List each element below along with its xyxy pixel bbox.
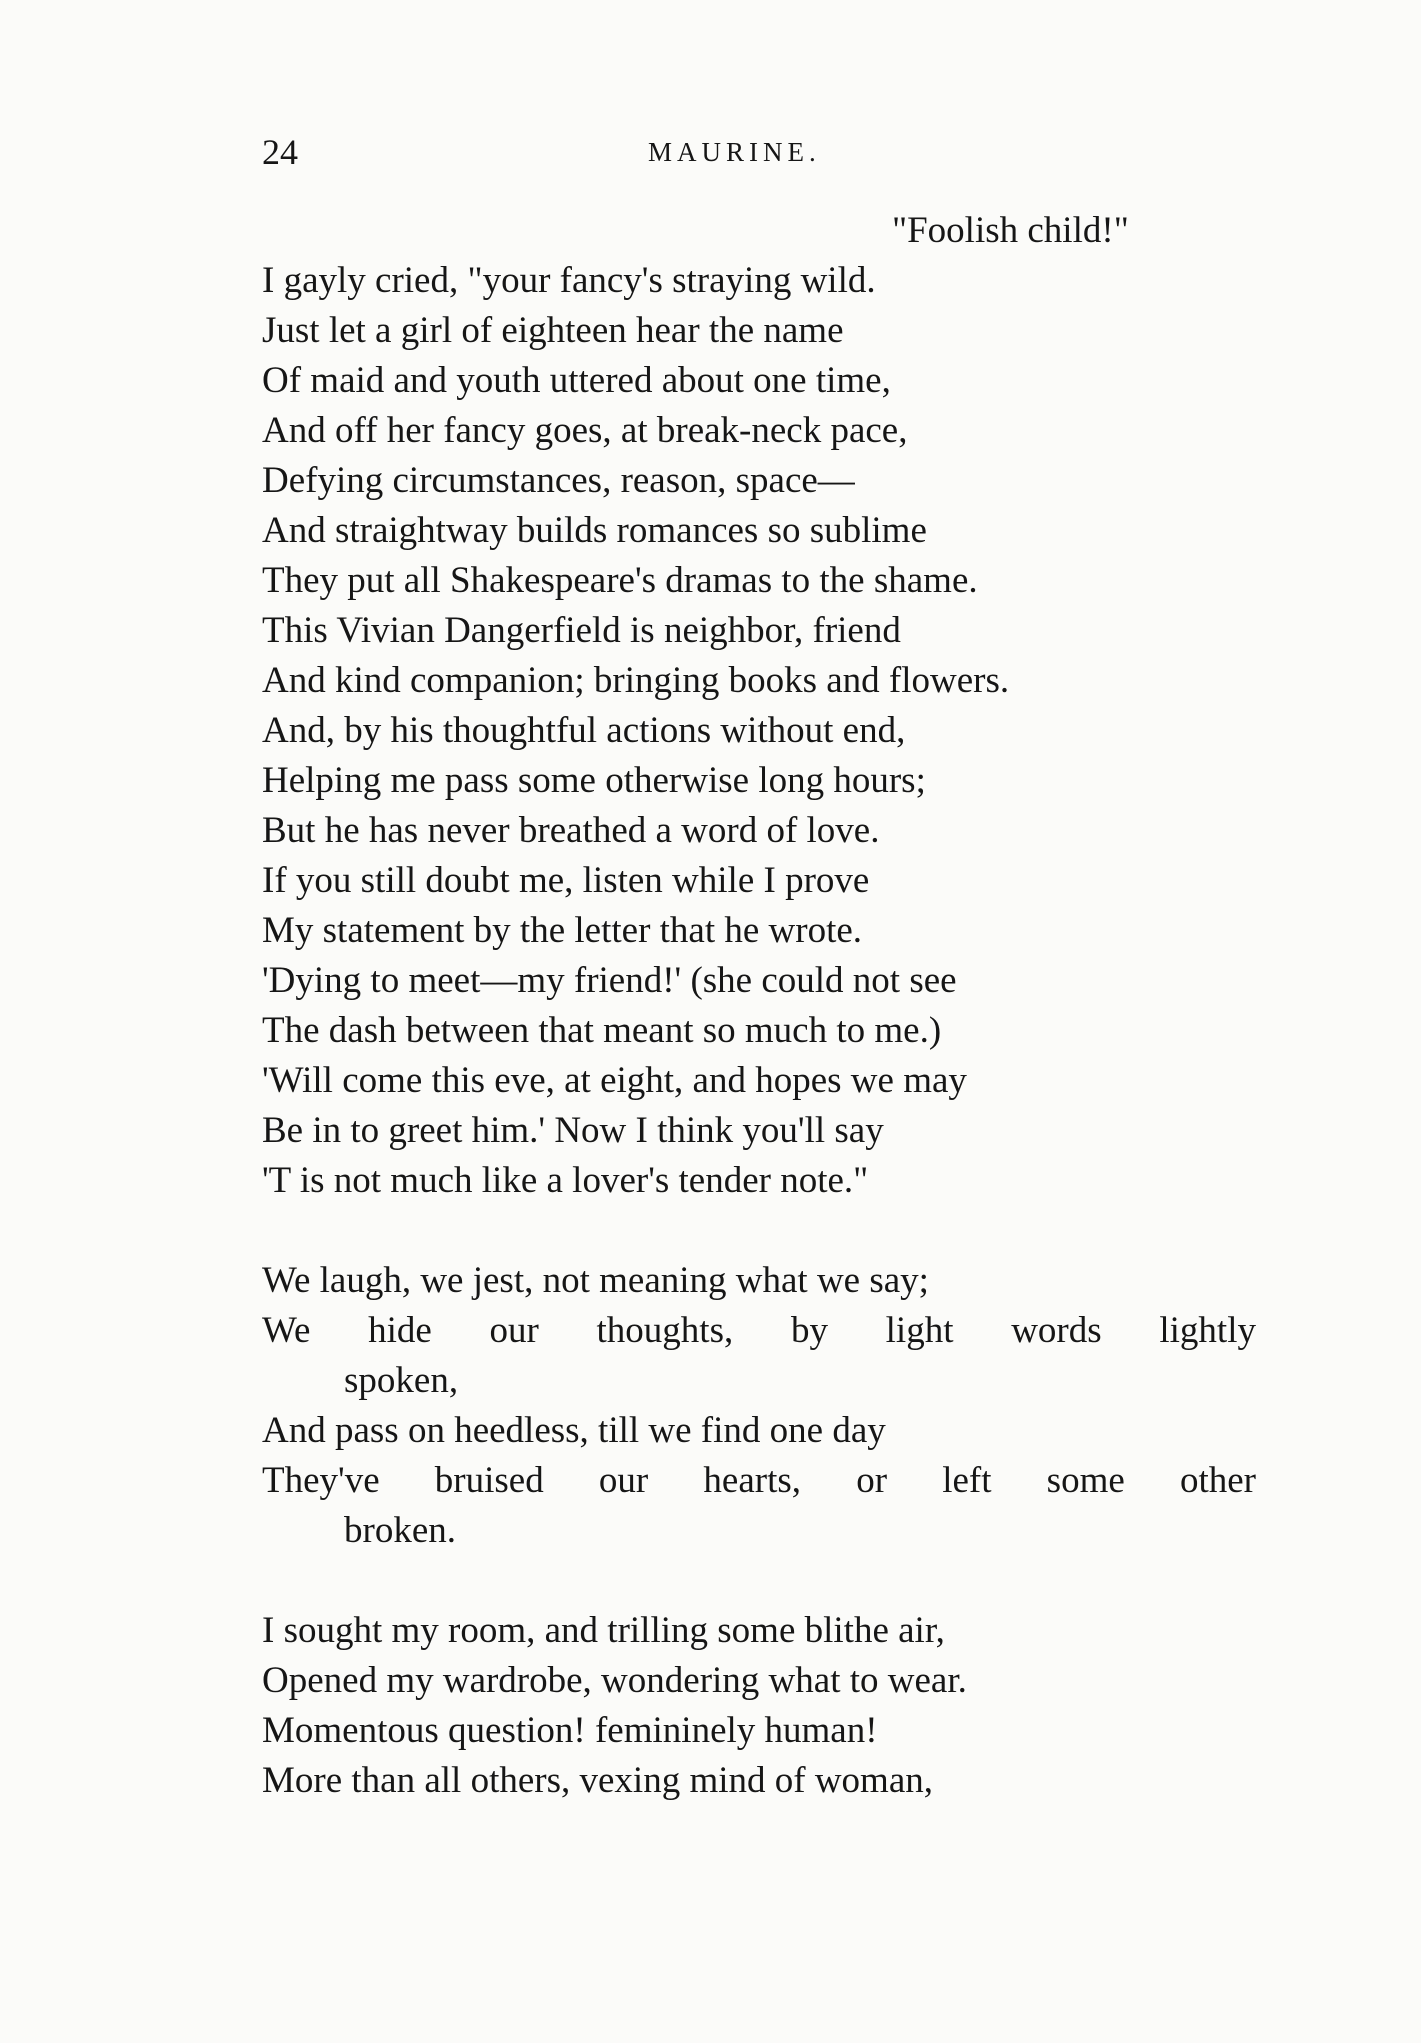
page-number: 24 [262, 132, 298, 172]
poem-line: More than all others, vexing mind of woman, [262, 1760, 934, 1801]
poem-line: If you still doubt me, listen while I prove [262, 860, 870, 901]
word: They've [262, 1460, 380, 1501]
poem-line: My statement by the letter that he wrote. [262, 910, 863, 951]
poem-line: And off her fancy goes, at break-neck pace, [262, 410, 908, 451]
word: our [598, 1460, 649, 1501]
poem-line: They put all Shakespeare's dramas to the shame. [262, 560, 978, 601]
stanza-1 [262, 206, 1262, 1206]
word: hearts, [703, 1460, 802, 1501]
poem-line: But he has never breathed a word of love. [262, 810, 880, 851]
poem-line: I gayly cried, "your fancy's straying wild. [262, 260, 876, 301]
poem-line: The dash between that meant so much to me.) [262, 1010, 942, 1051]
poem-line: 'T is not much like a lover's tender note." [262, 1160, 869, 1201]
word: some [1046, 1460, 1125, 1501]
word: thoughts, [596, 1310, 734, 1351]
poem-line: And kind companion; bringing books and flowers. [262, 660, 1010, 701]
poem-line: I sought my room, and trilling some blithe air, [262, 1610, 945, 1651]
poem-line: We laugh, we jest, not meaning what we say; [262, 1260, 929, 1301]
word: bruised [434, 1460, 544, 1501]
word: We [262, 1310, 311, 1351]
poem-line-justified [262, 1306, 1256, 1356]
running-head-title: MAURINE. [648, 137, 821, 167]
poem-line: Momentous question! femininely human! [262, 1710, 878, 1751]
word: light [885, 1310, 954, 1351]
poem-line: And, by his thoughtful actions without end, [262, 710, 906, 751]
poem-line: Just let a girl of eighteen hear the name [262, 310, 844, 351]
word: by [790, 1310, 828, 1351]
stanza-break [262, 1556, 1262, 1606]
poem-line: Defying circumstances, reason, space— [262, 460, 855, 501]
word: hide [368, 1310, 432, 1351]
poem-line: This Vivian Dangerfield is neighbor, friend [262, 610, 901, 651]
word: lightly [1159, 1310, 1256, 1351]
poem-line: 'Dying to meet—my friend!' (she could not see [262, 960, 957, 1001]
poem-line-justified [262, 1456, 1256, 1506]
stanza-break [262, 1206, 1262, 1256]
poem-line: Helping me pass some otherwise long hours; [262, 760, 926, 801]
poem-line: Opened my wardrobe, wondering what to wear. [262, 1660, 967, 1701]
poem-line: Be in to greet him.' Now I think you'll say [262, 1110, 884, 1151]
word: our [489, 1310, 539, 1351]
poem-line: 'Will come this eve, at eight, and hopes we may [262, 1060, 967, 1101]
poem-line: And straightway builds romances so sublime [262, 510, 927, 551]
poem-line-continuation: broken. [344, 1510, 456, 1551]
poem-line: "Foolish child!" [892, 210, 1129, 251]
word: or [856, 1460, 888, 1501]
poem-body [262, 206, 1262, 1806]
poem-line: Of maid and youth uttered about one time, [262, 360, 891, 401]
poem-line: And pass on heedless, till we find one day [262, 1410, 886, 1451]
stanza-3 [262, 1606, 1262, 1806]
word: other [1179, 1460, 1256, 1501]
word: words [1011, 1310, 1102, 1351]
page-header [262, 128, 1222, 176]
word: left [942, 1460, 992, 1501]
stanza-2 [262, 1256, 1262, 1556]
poem-line-continuation: spoken, [344, 1360, 459, 1401]
